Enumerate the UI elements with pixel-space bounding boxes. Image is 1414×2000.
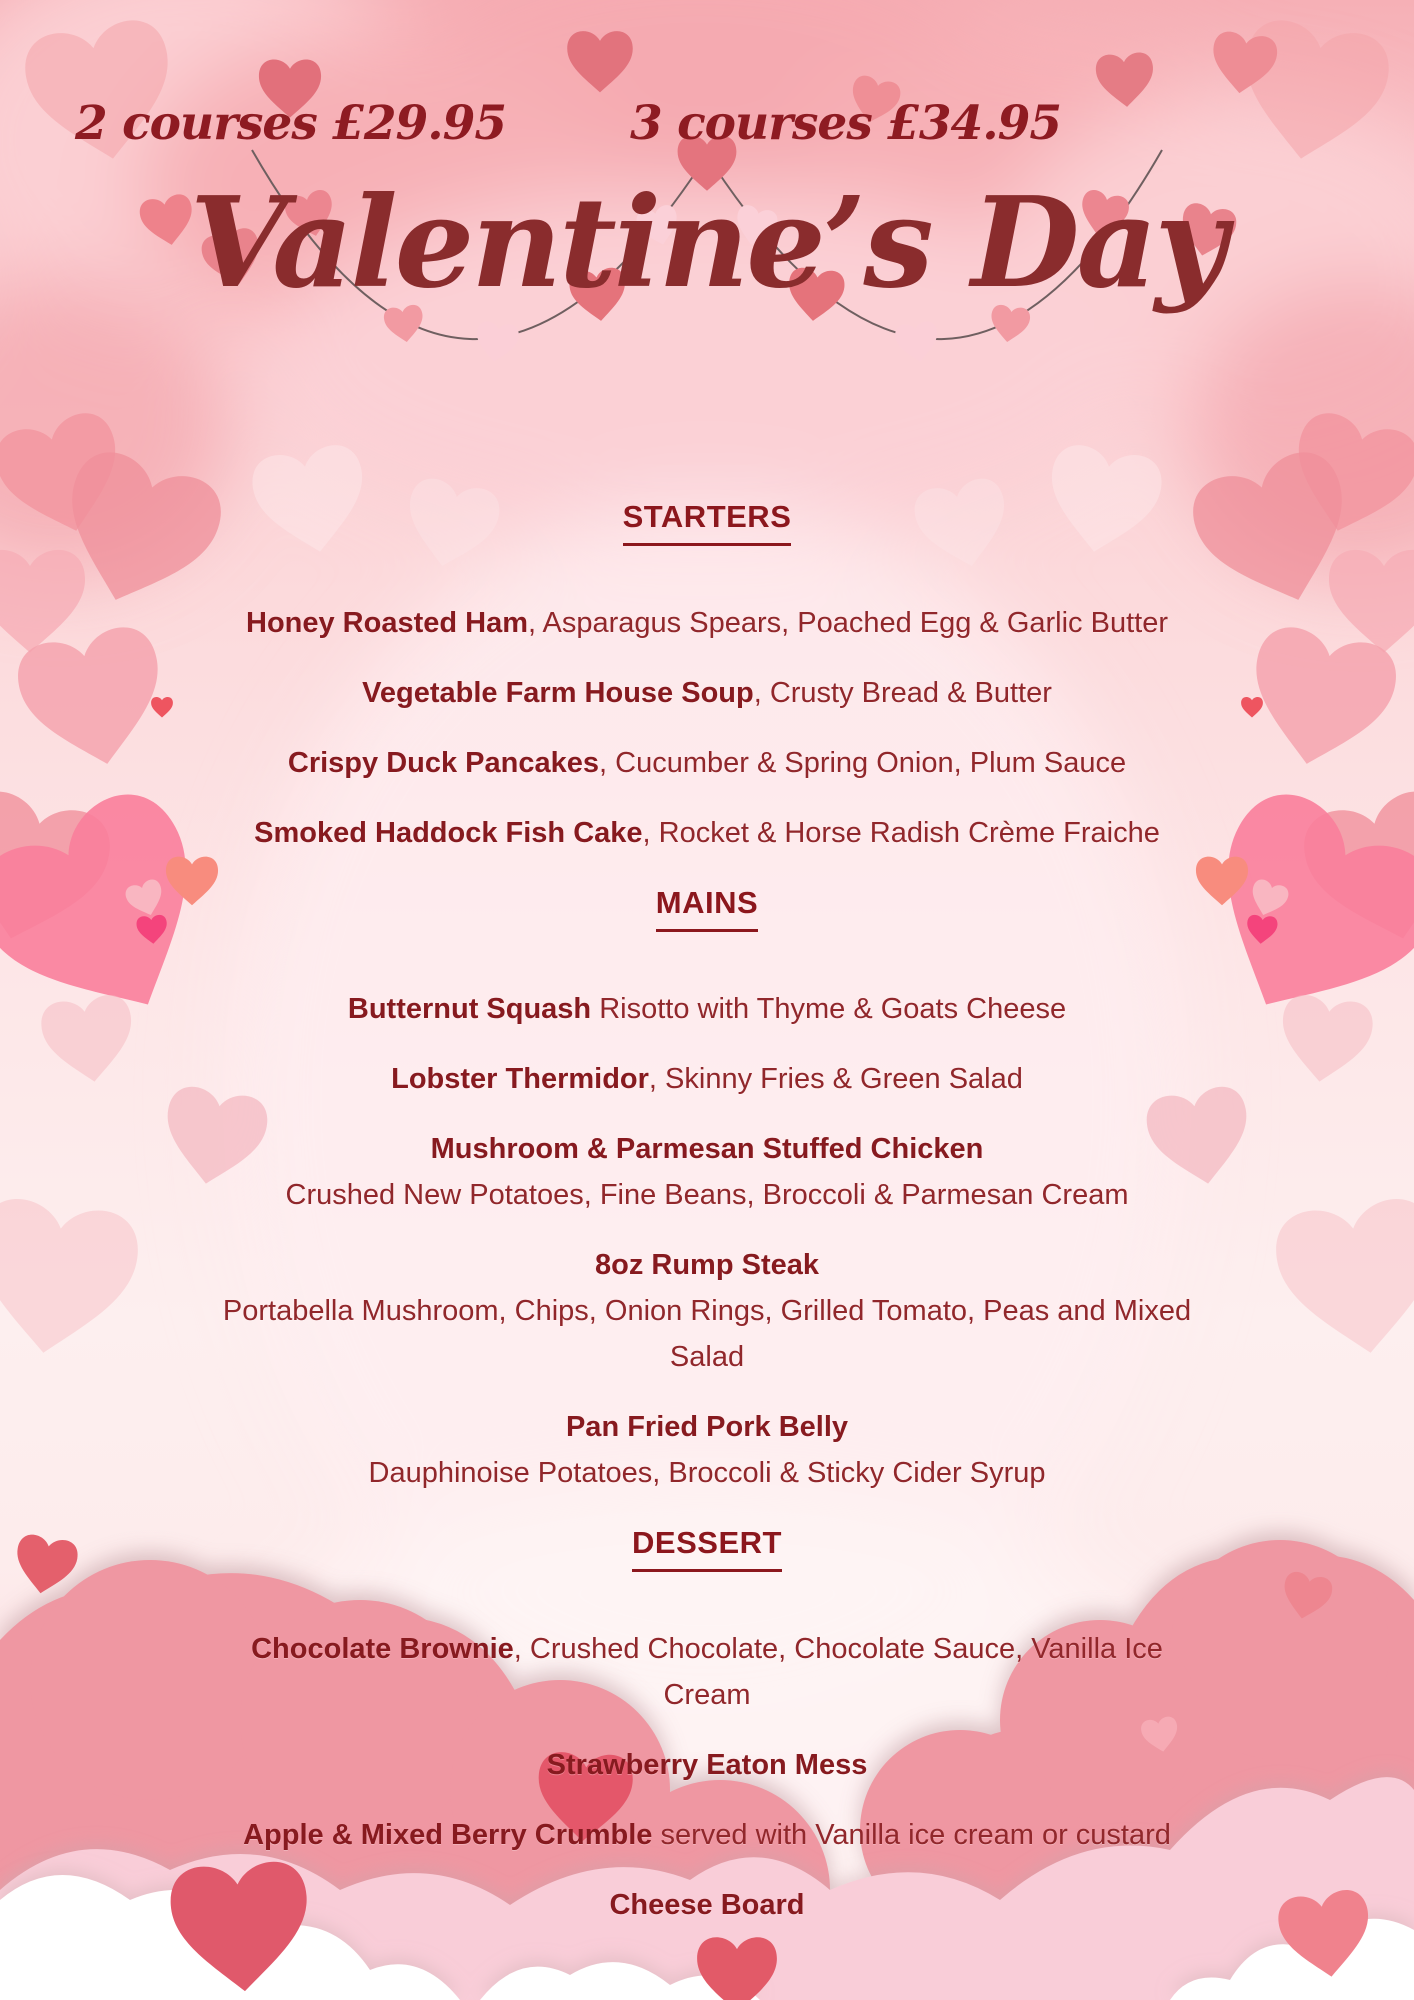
menu-item xyxy=(217,1242,1197,1380)
item-name: Smoked Haddock Fish Cake xyxy=(254,817,643,849)
menu-section-dessert xyxy=(0,1520,1414,1928)
item-name: Chocolate Brownie xyxy=(251,1633,514,1665)
item-description: Crushed New Potatoes, Fine Beans, Broccoli & Parmesan Cream xyxy=(285,1179,1129,1211)
item-description: served with Vanilla ice cream or custard xyxy=(652,1819,1171,1851)
item-description: , Skinny Fries & Green Salad xyxy=(648,1063,1023,1095)
menu-section-starters xyxy=(0,494,1414,856)
menu-item xyxy=(217,1056,1197,1102)
item-name: Vegetable Farm House Soup xyxy=(362,677,754,709)
menu-item xyxy=(217,740,1197,786)
section-title: STARTERS xyxy=(0,494,1414,546)
section-title: MAINS xyxy=(0,880,1414,932)
item-description: , Cucumber & Spring Onion, Plum Sauce xyxy=(599,747,1127,779)
item-description: Risotto with Thyme & Goats Cheese xyxy=(591,993,1067,1025)
item-description: , Crushed Chocolate, Chocolate Sauce, Vanilla Ice Cream xyxy=(513,1633,1163,1711)
item-description: , Crusty Bread & Butter xyxy=(753,677,1052,709)
price-three-courses: 3 courses £34.95 xyxy=(630,96,1062,151)
item-description: Portabella Mushroom, Chips, Onion Rings, Grilled Tomato, Peas and Mixed Salad xyxy=(222,1295,1192,1373)
price-two-courses: 2 courses £29.95 xyxy=(75,96,507,151)
menu-item xyxy=(217,600,1197,646)
menu-item xyxy=(217,1126,1197,1218)
item-name: Apple & Mixed Berry Crumble xyxy=(243,1819,653,1851)
menu-item xyxy=(217,1882,1197,1928)
item-name: Honey Roasted Ham xyxy=(246,607,529,639)
menu-item xyxy=(217,810,1197,856)
item-name: Crispy Duck Pancakes xyxy=(287,747,600,779)
menu-sections xyxy=(0,470,1414,1952)
item-name: Pan Fried Pork Belly xyxy=(565,1411,849,1443)
menu-section-mains xyxy=(0,880,1414,1496)
item-name: 8oz Rump Steak xyxy=(595,1249,819,1281)
menu-item xyxy=(217,986,1197,1032)
page-title: Valentine’s Day xyxy=(189,170,1225,316)
menu-item xyxy=(217,670,1197,716)
menu-item xyxy=(217,1812,1197,1858)
menu-item xyxy=(217,1742,1197,1788)
item-name: Mushroom & Parmesan Stuffed Chicken xyxy=(430,1133,984,1165)
item-description: , Rocket & Horse Radish Crème Fraiche xyxy=(642,817,1160,849)
item-description: Dauphinoise Potatoes, Broccoli & Sticky Cider Syrup xyxy=(368,1457,1046,1489)
item-name: Strawberry Eaton Mess xyxy=(546,1749,868,1781)
item-name: Butternut Squash xyxy=(347,993,592,1025)
menu-item xyxy=(217,1626,1197,1718)
section-title: DESSERT xyxy=(0,1520,1414,1572)
item-name: Lobster Thermidor xyxy=(391,1063,649,1095)
menu-item xyxy=(217,1404,1197,1496)
item-name: Cheese Board xyxy=(609,1889,805,1921)
item-description: , Asparagus Spears, Poached Egg & Garlic Butter xyxy=(528,607,1168,639)
